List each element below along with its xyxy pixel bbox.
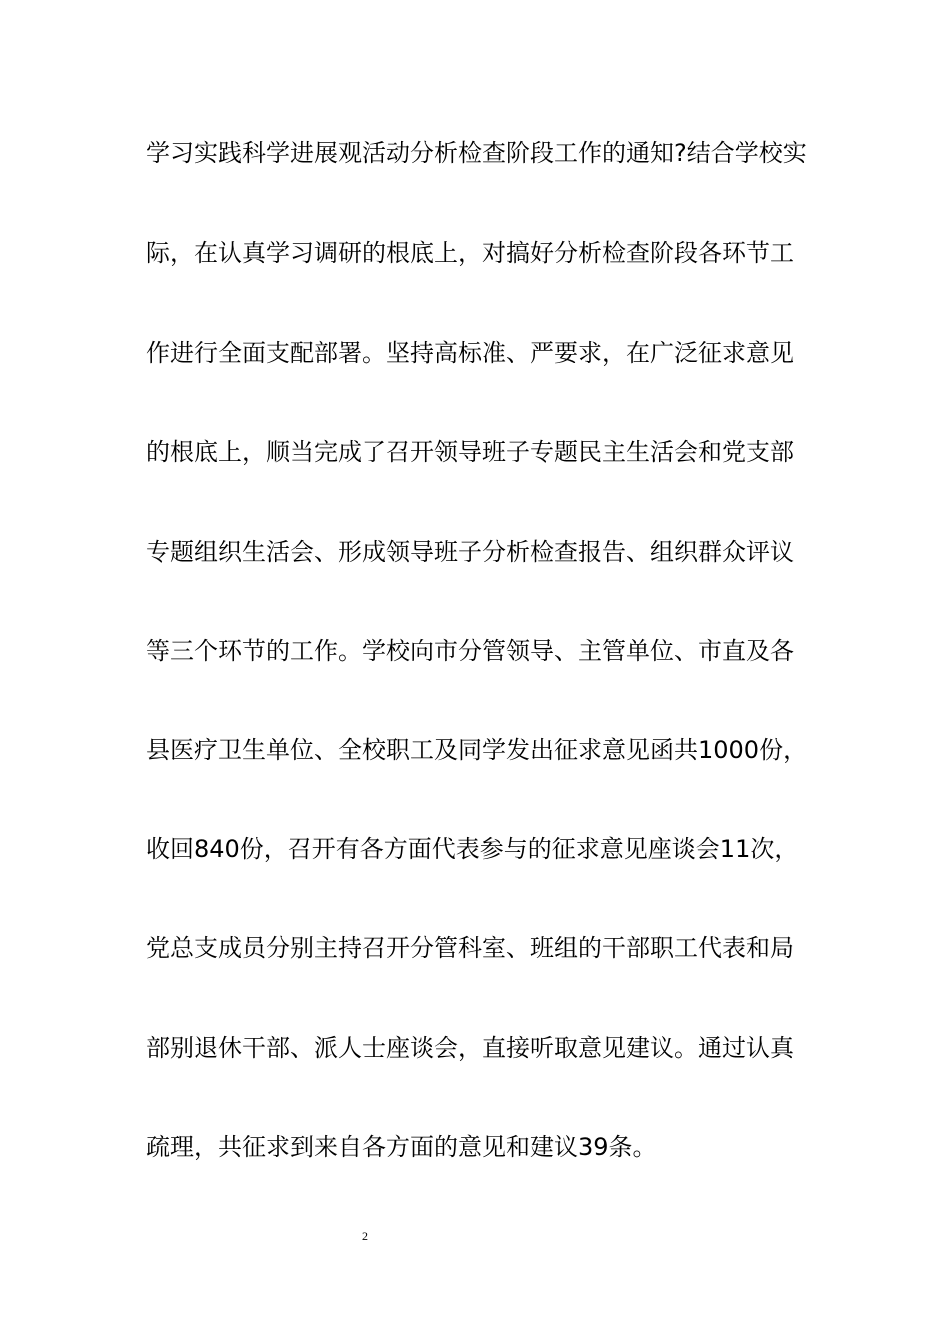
body-text-line: 收回840份，召开有各方面代表参与的征求意见座谈会11次， (146, 835, 799, 863)
page-number: 2 (362, 1229, 368, 1243)
body-text-line: 际，在认真学习调研的根底上，对搞好分析检查阶段各环节工 (146, 239, 794, 267)
body-text-line: 作进行全面支配部署。坚持高标准、严要求，在广泛征求意见 (146, 339, 794, 367)
body-text-line: 县医疗卫生单位、全校职工及同学发出征求意见函共1000份， (146, 736, 808, 764)
body-text-line: 等三个环节的工作。学校向市分管领导、主管单位、市直及各 (146, 637, 794, 665)
body-text-line: 学习实践科学进展观活动分析检查阶段工作的通知?结合学校实 (146, 139, 807, 167)
body-text-line: 的根底上，顺当完成了召开领导班子专题民主生活会和党支部 (146, 438, 794, 466)
body-text-line: 疏理，共征求到来自各方面的意见和建议39条。 (146, 1133, 657, 1161)
body-text-line: 党总支成员分别主持召开分管科室、班组的干部职工代表和局 (146, 934, 794, 962)
body-text-line: 专题组织生活会、形成领导班子分析检查报告、组织群众评议 (146, 538, 794, 566)
body-text-line: 部别退休干部、派人士座谈会，直接听取意见建议。通过认真 (146, 1034, 794, 1062)
